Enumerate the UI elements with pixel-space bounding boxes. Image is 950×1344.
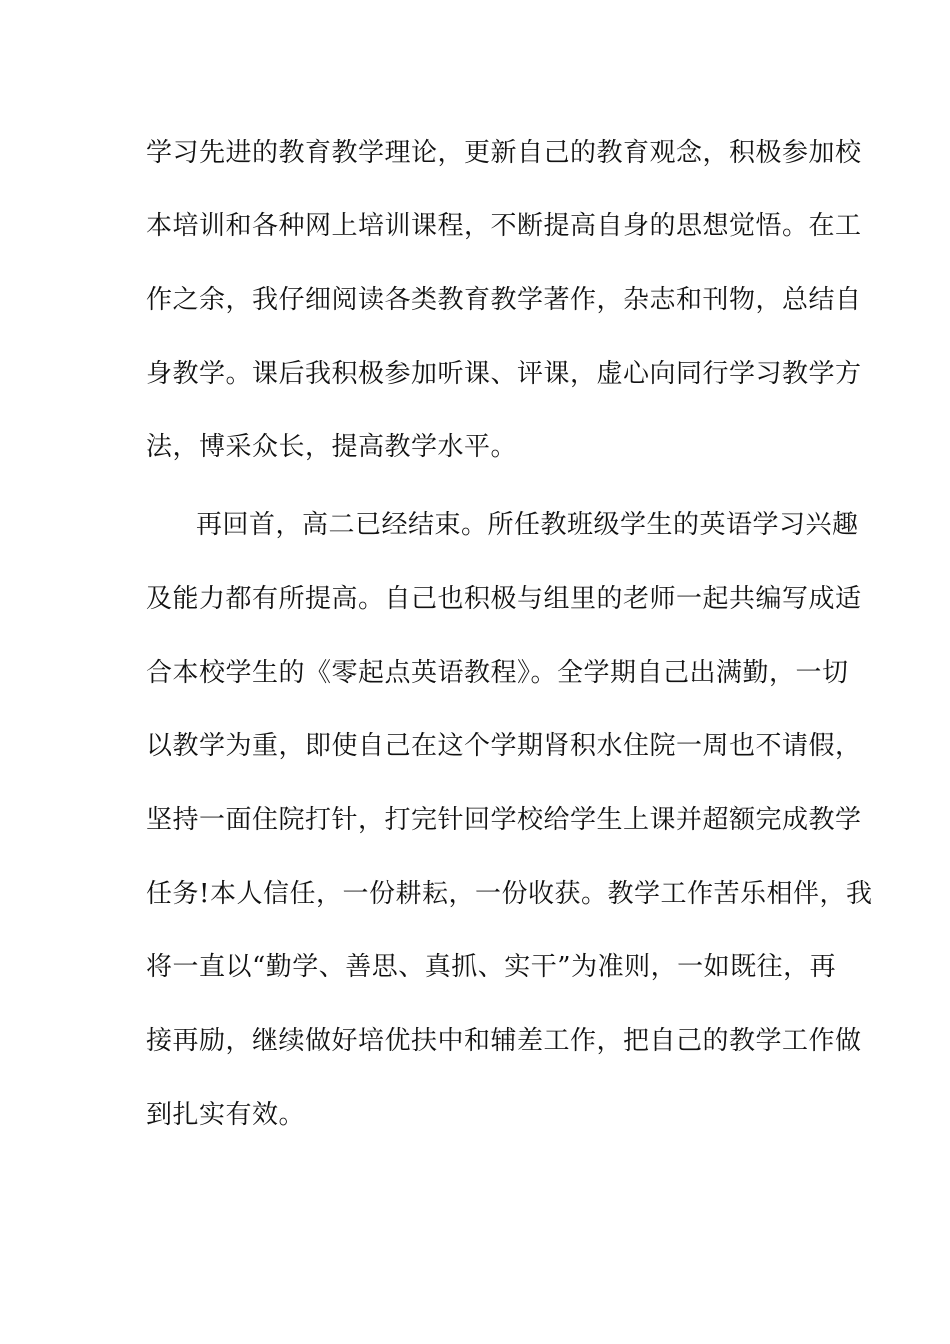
paragraph-2-line-3: 合本校学生的《零起点英语教程》。全学期自己出满勤，一切 [146, 658, 849, 688]
paragraph-2-line-5: 坚持一面住院打针，打完针回学校给学生上课并超额完成教学 [146, 805, 862, 835]
paragraph-2-line-9: 到扎实有效。 [146, 1100, 306, 1130]
paragraph-2-line-8: 接再励，继续做好培优扶中和辅差工作，把自己的教学工作做 [146, 1026, 862, 1056]
paragraph-2-line-1: 再回首，高二已经结束。所任教班级学生的英语学习兴趣 [196, 510, 859, 540]
paragraph-2-line-2: 及能力都有所提高。自己也积极与组里的老师一起共编写成适 [146, 584, 862, 614]
paragraph-1-line-1: 学习先进的教育教学理论，更新自己的教育观念，积极参加校 [146, 138, 862, 168]
paragraph-1-line-3: 作之余，我仔细阅读各类教育教学著作，杂志和刊物，总结自 [146, 285, 862, 315]
paragraph-1-line-4: 身教学。课后我积极参加听课、评课，虚心向同行学习教学方 [146, 359, 862, 389]
paragraph-1-line-5: 法，博采众长，提高教学水平。 [146, 432, 518, 462]
paragraph-2-line-7: 将一直以“勤学、善思、真抓、实干”为准则，一如既往，再 [146, 952, 837, 982]
paragraph-2-line-6: 任务!本人信任，一份耕耘，一份收获。教学工作苦乐相伴，我 [146, 879, 873, 909]
paragraph-2-line-4: 以教学为重，即使自己在这个学期肾积水住院一周也不请假， [146, 731, 862, 761]
paragraph-1-line-2: 本培训和各种网上培训课程，不断提高自身的思想觉悟。在工 [146, 211, 862, 241]
